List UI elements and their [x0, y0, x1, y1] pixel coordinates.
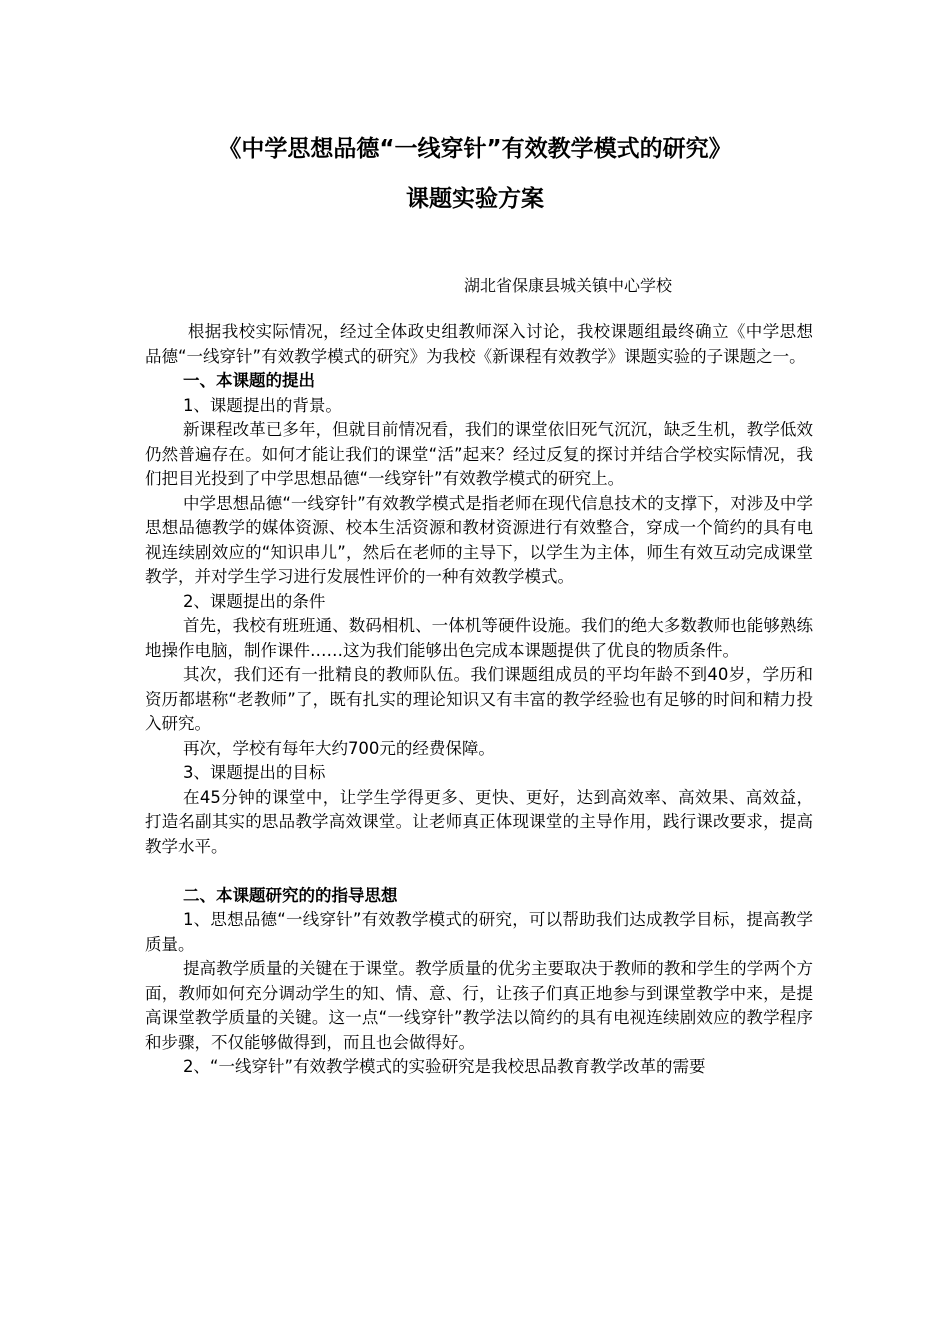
body-paragraph: 中学思想品德“一线穿针”有效教学模式是指老师在现代信息技术的支撑下，对涉及中学思想品德教学的媒体资源、校本生活资源和教材资源进行有效整合，穿成一个简约的具有电视连续剧效应的“知识串儿”，然后在老师的主导下，以学生为主体，师生有效互动完成课堂教学，并对学生学习进行发展性评价的一种有效教学模式。	[145, 493, 813, 586]
section-heading-1: 一、本课题的提出	[182, 371, 315, 390]
document-body	[145, 320, 813, 1080]
body-paragraph: 新课程改革已多年，但就目前情况看，我们的课堂依旧死气沉沉，缺乏生机，教学低效仍然普遍存在。如何才能让我们的课堂“活”起来？经过反复的探讨并结合学校实际情况，我们把目光投到了中学思想品德“一线穿针”有效教学模式的研究上。	[145, 420, 813, 488]
body-paragraph: 首先，我校有班班通、数码相机、一体机等硬件设施。我们的绝大多数教师也能够熟练地操作电脑，制作课件……这为我们能够出色完成本课题提供了优良的物质条件。	[145, 616, 813, 660]
subsection-heading-conditions: 2、课题提出的条件	[182, 591, 326, 611]
document-title: 《中学思想品德“一线穿针”有效教学模式的研究》	[218, 136, 732, 162]
subsection-heading-background: 1、课题提出的背景。	[182, 395, 342, 415]
body-paragraph: 2、“一线穿针”有效教学模式的实验研究是我校思品教育教学改革的需要	[182, 1057, 706, 1076]
blank-line	[145, 859, 813, 884]
body-paragraph: 1、思想品德“一线穿针”有效教学模式的研究，可以帮助我们达成教学目标，提高教学质量。	[145, 910, 813, 954]
body-paragraph: 在45分钟的课堂中，让学生学得更多、更快、更好，达到高效率、高效果、高效益，打造名副其实的思品教学高效课堂。让老师真正体现课堂的主导作用，践行课改要求，提高教学水平。	[145, 787, 813, 856]
author-school: 湖北省保康县城关镇中心学校	[464, 276, 673, 295]
subsection-heading-goals: 3、课题提出的目标	[182, 763, 326, 782]
body-paragraph: 其次，我们还有一批精良的教师队伍。我们课题组成员的平均年龄不到40岁，学历和资历都堪称“老教师”了，既有扎实的理论知识又有丰富的教学经验也有足够的时间和精力投入研究。	[145, 665, 813, 733]
document-subtitle: 课题实验方案	[406, 186, 544, 212]
section-heading-2: 二、本课题研究的的指导思想	[182, 885, 398, 905]
body-paragraph: 提高教学质量的关键在于课堂。教学质量的优劣主要取决于教师的教和学生的学两个方面，教师如何充分调动学生的知、情、意、行，让孩子们真正地参与到课堂教学中来，是提高课堂教学质量的关键。这一点“一线穿针”教学法以简约的具有电视连续剧效应的教学程序和步骤，不仅能够做得到，而且也会做得好。	[145, 959, 813, 1052]
intro-paragraph: 根据我校实际情况，经过全体政史组教师深入讨论，我校课题组最终确立《中学思想品德“一线穿针”有效教学模式的研究》为我校《新课程有效教学》课题实验的子课题之一。	[145, 322, 813, 366]
body-paragraph: 再次，学校有每年大约700元的经费保障。	[182, 738, 495, 758]
